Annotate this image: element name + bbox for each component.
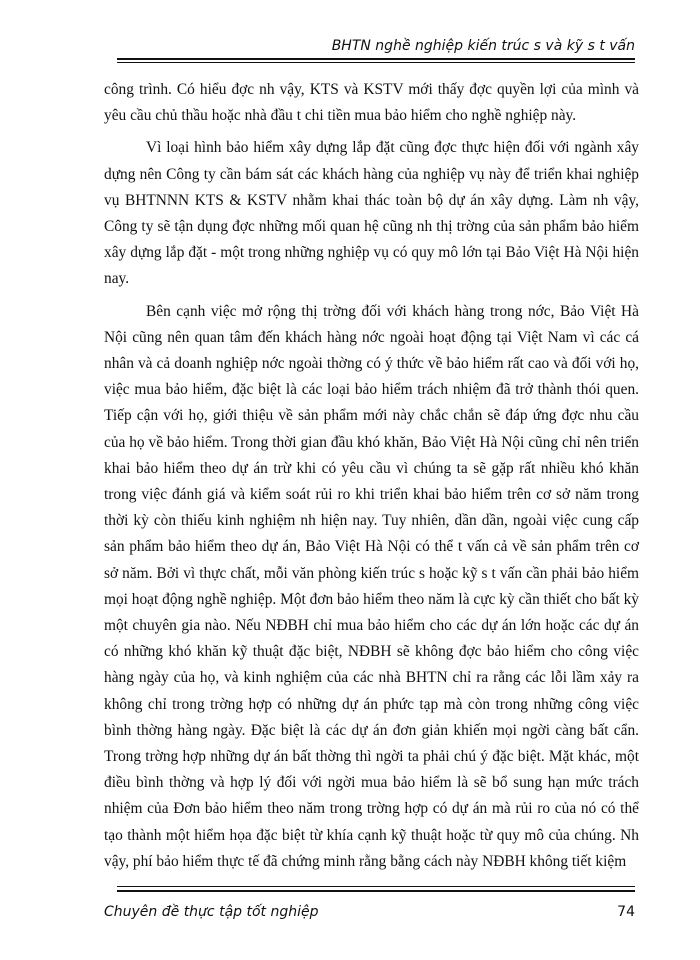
body-text [104, 77, 639, 881]
page-number: 74 [617, 904, 635, 920]
footer-divider [117, 890, 635, 892]
paragraph-1: công trình. Có hiểu đợc nh vậy, KTS và KSTV mới thấy đợc quyền lợi của mình và yêu cầu chủ thầu hoặc nhà đầu t chi tiền mua bảo hiểm cho nghề nghiệp này. [104, 81, 639, 125]
paragraph-3: Bên cạnh việc mở rộng thị trờng đối với khách hàng trong nớc, Bảo Việt Hà Nội cũng nên quan tâm đến khách hàng nớc ngoài hoạt động tại Việt Nam vì các cá nhân và cả doanh nghiệp nớc ngoài thờng có ý thức về bảo hiểm rất cao và đối với họ, việc mua bảo hiểm, đặc biệt là các loại bảo hiểm trách nhiệm đã trở thành thói quen. Tiếp cận với họ, giới thiệu về sản phẩm mới này chắc chắn sẽ đáp ứng đợc nhu cầu của họ về bảo hiểm. Trong thời gian đầu khó khăn, Bảo Việt Hà Nội cũng chỉ nên triển khai bảo hiểm theo dự án trừ khi có yêu cầu vì chúng ta sẽ gặp rất nhiều khó khăn trong việc đánh giá và kiểm soát rủi ro khi triển khai bảo hiểm trên cơ sở năm trong thời kỳ còn thiếu kinh nghiệm nh hiện nay. Tuy nhiên, dần dần, ngoài việc cung cấp sản phẩm bảo hiểm theo dự án, Bảo Việt Hà Nội có thể t vấn cả về sản phẩm trên cơ sở năm. Bởi vì thực chất, mỗi văn phòng kiến trúc s hoặc kỹ s t vấn cần phải bảo hiểm mọi hoạt động nghề nghiệp. Một đơn bảo hiểm theo năm là cực kỳ cần thiết cho bất kỳ một chuyên gia nào. Nếu NĐBH chỉ mua bảo hiểm cho các dự án lớn hoặc các dự án có những khó khăn kỹ thuật đặc biệt, NĐBH sẽ không đợc bảo hiểm cho công việc hàng ngày của họ, và kinh nghiệm của các nhà BHTN chỉ ra rằng các lỗi lầm xảy ra không chỉ trong trờng hợp có những dự án phức tạp mà còn trong những công việc bình thờng hàng ngày. Đặc biệt là các dự án đơn giản khiến mọi ngời càng bất cẩn. Trong trờng hợp những dự án bất thờng thì ngời ta phải chú ý đặc biệt. Mặt khác, một điều bình thờng và hợp lý đối với ngời mua bảo hiểm là sẽ bổ sung hạn mức trách nhiệm của Đơn bảo hiểm theo năm trong trờng hợp có dự án mà rủi ro của nó có thể tạo thành một hiểm họa đặc biệt từ khía cạnh kỹ thuật hoặc từ quy mô của chúng. Nh vậy, phí bảo hiểm thực tế đã chứng minh rằng bằng cách này NĐBH không tiết kiệm [104, 302, 639, 870]
paragraph-2: Vì loại hình bảo hiểm xây dựng lắp đặt cũng đợc thực hiện đối với ngành xây dựng nên Công ty cần bám sát các khách hàng của nghiệp vụ này để triển khai nghiệp vụ BHTNNN KTS & KSTV nhằm khai thác toàn bộ dự án xây dựng. Làm nh vậy, Công ty sẽ tận dụng đợc những mối quan hệ cũng nh thị trờng của sản phẩm bảo hiểm xây dựng lắp đặt - một trong những nghiệp vụ có quy mô lớn tại Bảo Việt Hà Nội hiện nay. [104, 139, 639, 288]
header-divider-thin [117, 62, 635, 63]
running-header: BHTN nghề nghiệp kiến trúc s và kỹ s t vấn [331, 38, 635, 54]
footer-divider-thin [117, 886, 635, 887]
running-footer: Chuyên đề thực tập tốt nghiệp [104, 904, 319, 920]
header-divider [117, 58, 635, 60]
